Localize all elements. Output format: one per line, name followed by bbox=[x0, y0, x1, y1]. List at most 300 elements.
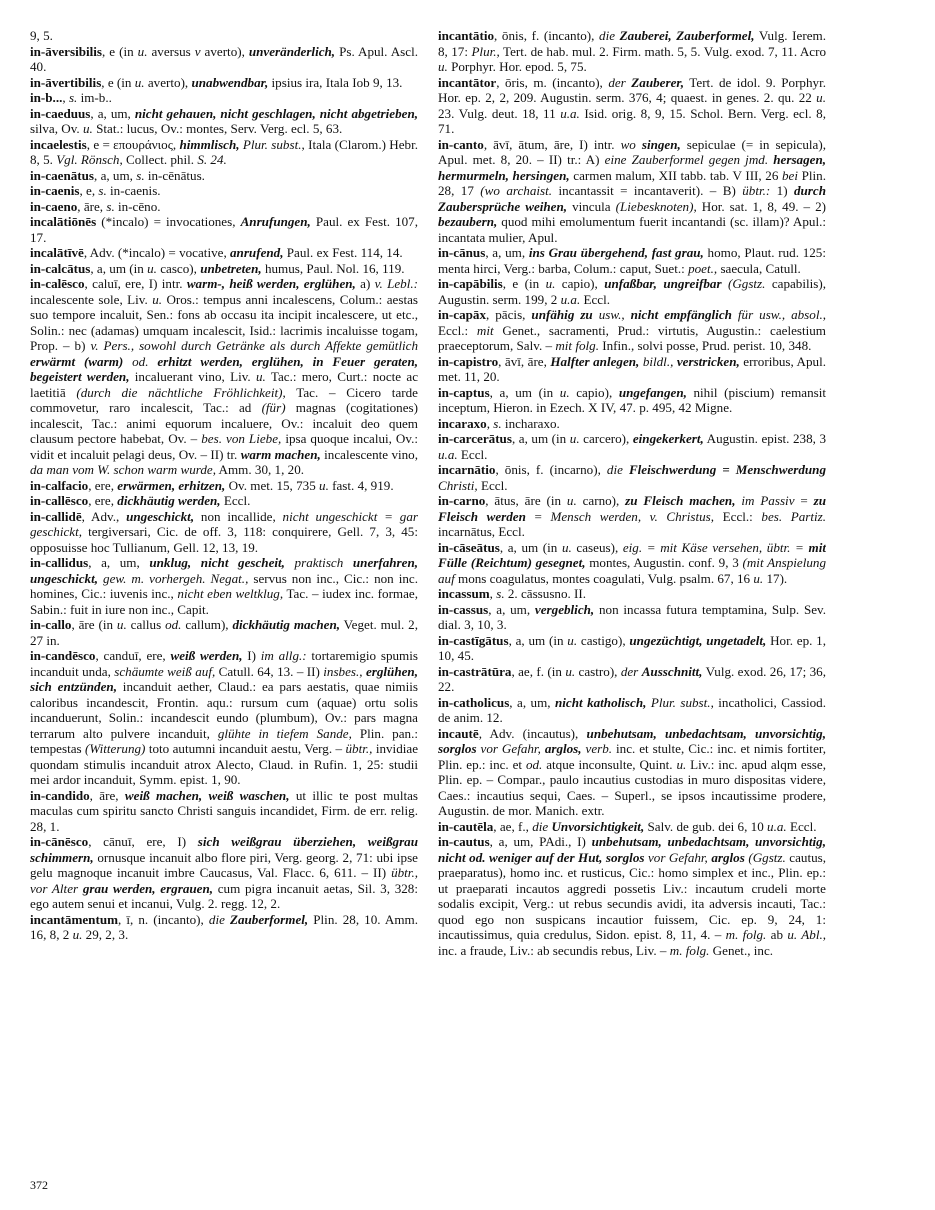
entry-headword: in-caeno bbox=[30, 198, 78, 214]
entry-translation: verstricken, bbox=[676, 353, 740, 369]
entry-note: nicht eben weltklug, bbox=[177, 586, 284, 601]
entry-headword: in-āversibilis bbox=[30, 43, 103, 59]
entry-headword: incaraxo bbox=[438, 415, 487, 431]
entry-text: Plin. 28, 17 bbox=[438, 167, 826, 198]
entry-note: Christi, bbox=[438, 477, 478, 493]
entry-headword: in-callidus bbox=[30, 555, 89, 570]
entry-translation: vergeblich, bbox=[534, 601, 595, 617]
entry-translation: Zauberei, Zauberformel, bbox=[619, 28, 755, 43]
entry-text: Genet., sacramenti, Prud.: virtutis, Augustin.: caelestium praeceptorum, Salv. – bbox=[438, 322, 826, 353]
entry-note: u. bbox=[565, 663, 576, 679]
entry-text: 23. Vulg. deut. 18, 11 bbox=[438, 105, 561, 121]
entry-text: , a, um, bbox=[90, 105, 135, 121]
entry-text: Paul. ex Fest. 114, 14. bbox=[283, 245, 403, 260]
entry-note: vor Gefahr, bbox=[647, 849, 708, 865]
entry-headword: in-capābilis bbox=[438, 276, 503, 291]
entry-headword: in-cānus bbox=[438, 245, 486, 260]
dictionary-entry bbox=[438, 493, 826, 540]
entry-headword: in-calēsco bbox=[30, 276, 85, 291]
entry-note: m. folg. bbox=[725, 927, 767, 942]
entry-note: u. bbox=[255, 369, 266, 384]
entry-note: (Ggstz. bbox=[727, 276, 766, 291]
entry-note: u. bbox=[82, 121, 93, 136]
entry-headword: incantātio bbox=[438, 28, 495, 43]
entry-text: carmen malum, XII tabb. tab. V III, 26 bbox=[569, 167, 782, 183]
entry-text: Ov. met. 15, 735 bbox=[225, 477, 320, 493]
entry-text: incantassit = incantaverit). – B) bbox=[552, 183, 743, 198]
entry-text: ipsa quoque incalui, Ov.: vidit et incaluit pelagi deus, Ov. – II) tr. bbox=[30, 431, 418, 462]
entry-note: v. Lebl.: bbox=[374, 276, 418, 291]
entry-text: , ae, f. (in bbox=[511, 663, 566, 679]
entry-note: (Witterung) bbox=[85, 741, 146, 756]
entry-text: Oros.: tempus anni incalescens, Colum.: aestas suo tempore incaluit, Sen.: fons ab occasu ita incipit incalescere, ut etc., Solin.: nec (adamas) umquam incalescit, Isid.: lacrimis incaluisse togam, Prop. – b) bbox=[30, 291, 418, 353]
entry-translation: zu Fleisch machen, bbox=[625, 493, 736, 508]
entry-text: erroribus, Apul. met. 11, 20. bbox=[438, 353, 826, 384]
entry-note: v. Pers., sowohl durch Getränke als durch Affekte gemütlich bbox=[90, 338, 418, 353]
entry-translation: grau werden, ergrauen, bbox=[82, 880, 214, 896]
entry-text: , Adv. (incautus), bbox=[478, 725, 587, 741]
entry-note: Plur. subst., bbox=[242, 136, 305, 152]
entry-note: Plur. subst., bbox=[650, 694, 714, 710]
entry-headword: in-catholicus bbox=[438, 694, 510, 710]
dictionary-entry bbox=[30, 245, 418, 261]
entry-headword: in-canto bbox=[438, 136, 484, 152]
right-column bbox=[438, 28, 826, 1178]
entry-text: Eccl. bbox=[220, 493, 251, 508]
entry-headword: in-cassus bbox=[438, 601, 489, 617]
entry-note: (durch die nächtliche Fröhlichkeit), bbox=[76, 384, 286, 400]
entry-text: , āvī, ātum, āre, I) intr. bbox=[483, 136, 621, 152]
entry-text: Hor. ep. 1, 10, 45. bbox=[438, 632, 826, 663]
entry-note: m. folg. bbox=[669, 942, 710, 958]
entry-text: , a, um, bbox=[485, 245, 529, 260]
entry-text: Plin. pan.: tempestas bbox=[30, 725, 418, 756]
entry-headword: incantātor bbox=[438, 74, 497, 90]
entry-text: , bbox=[489, 586, 497, 601]
entry-headword: in-āvertibilis bbox=[30, 74, 102, 90]
entry-headword: in-capāx bbox=[438, 307, 487, 322]
dictionary-entry bbox=[30, 617, 418, 648]
entry-translation: Zauberer, bbox=[631, 74, 685, 90]
entry-translation: unfähig zu bbox=[531, 307, 593, 322]
entry-text: tergiversari, Cic. de off. 3, 118: conquirere, Gell. 7, 3, 45: opposuisse hoc Tullianum, Gell. 12, 13, 19. bbox=[30, 524, 418, 555]
entry-text: , e, bbox=[79, 183, 99, 198]
entry-note: gew. m. vorhergeh. Negat., bbox=[103, 570, 249, 586]
entry-headword: incautē bbox=[438, 725, 479, 741]
entry-text: carno), bbox=[576, 493, 626, 508]
entry-note: bes. von Liebe, bbox=[201, 431, 282, 446]
entry-translation: nicht gehauen, nicht geschlagen, nicht abgetrieben, bbox=[134, 105, 418, 121]
entry-translation: unbehutsam, unbedachtsam, unvorsichtig, nicht od. weniger auf der Hut, sorglos bbox=[438, 834, 826, 865]
entry-text: toto autumni incanduit aestu, Verg. – bbox=[145, 741, 346, 756]
entry-text: casco), bbox=[156, 260, 201, 276]
entry-note: vor Gefahr, bbox=[480, 741, 541, 756]
dictionary-entry bbox=[438, 462, 826, 493]
entry-note: s. bbox=[106, 198, 115, 214]
entry-note: bei bbox=[782, 167, 798, 183]
entry-note: Vgl. Rönsch, bbox=[56, 152, 123, 167]
entry-note: u. bbox=[137, 43, 148, 59]
dictionary-entry bbox=[438, 819, 826, 835]
entry-headword: in-cautēla bbox=[438, 818, 494, 834]
dictionary-entry bbox=[30, 261, 418, 277]
entry-note: s. bbox=[493, 415, 502, 431]
entry-text: ornusque incanuit albo flore piri, Verg. georg. 2, 71: ubi ipse gelu magnoque incanuit imbre Caucasus, Val. Flacc. 6, 611. – II) bbox=[30, 849, 418, 880]
entry-text: non incassa futura temptamina, Sulp. Sev. dial. 3, 10, 3. bbox=[438, 601, 826, 632]
entry-text: Vulg. Ierem. 8, 17: bbox=[438, 28, 826, 59]
entry-note: s. bbox=[136, 167, 145, 183]
entry-text: aversus bbox=[147, 43, 195, 59]
dictionary-entry bbox=[30, 509, 418, 556]
entry-text: , ere, bbox=[88, 477, 118, 493]
entry-note: u.a. bbox=[560, 105, 580, 121]
entry-text: Tac.: mero, Curt.: nocte ac laetitiā bbox=[30, 369, 418, 400]
entry-text: , a, um (in bbox=[489, 384, 560, 400]
entry-note: die bbox=[599, 28, 616, 43]
entry-note: Plur., bbox=[471, 43, 500, 59]
entry-translation: mit Fülle (Reichtum) gesegnet, bbox=[438, 539, 826, 570]
entry-text: averto), bbox=[200, 43, 249, 59]
entry-text: , ātus, āre (in bbox=[485, 493, 567, 508]
entry-note: od. bbox=[165, 617, 182, 632]
entry-text: = bbox=[525, 508, 551, 524]
entry-headword: in-callidē bbox=[30, 508, 82, 524]
entry-note: u. bbox=[152, 291, 163, 307]
entry-note: übtr., bbox=[345, 741, 373, 756]
entry-text: Tac. – iudex inc. formae, Sabin.: fuit in iure non inc., Capit. bbox=[30, 586, 418, 617]
entry-note: u. bbox=[438, 59, 448, 74]
entry-text: ipsius ira, Itala Iob 9, 13. bbox=[268, 74, 403, 90]
entry-text: callum), bbox=[181, 617, 233, 632]
entry-translation: eingekerkert, bbox=[632, 431, 704, 446]
entry-text: incalescente sole, Liv. bbox=[30, 291, 153, 307]
entry-note: u. bbox=[545, 276, 556, 291]
entry-headword: in-castrātūra bbox=[438, 663, 512, 679]
entry-note: (Liebesknoten), bbox=[615, 198, 697, 214]
entry-text: Plin. 28, 10. Amm. 16, 8, 2 bbox=[30, 911, 418, 942]
entry-text: non incallide, bbox=[194, 508, 283, 524]
entry-text: ut illic te post multas maculas cum spiritu sancto Christi sanguis incandidet, Firm. de err. relig. 28, 1. bbox=[30, 787, 418, 834]
entry-note: der bbox=[608, 74, 626, 90]
entry-translation: weiß machen, weiß waschen, bbox=[124, 787, 290, 803]
dictionary-entry bbox=[30, 183, 418, 199]
entry-text: , e = επουράνιος, bbox=[86, 136, 180, 152]
entry-text: , bbox=[62, 90, 69, 105]
entry-text: incarnātus, Eccl. bbox=[438, 524, 525, 539]
entry-text: , pācis, bbox=[486, 307, 532, 322]
entry-text: Tert. de hab. mul. 2. Firm. math. 5, 5. Vulg. exod. 7, 11. Acro bbox=[499, 43, 826, 59]
entry-headword: in-cānēsco bbox=[30, 834, 89, 849]
entry-text: , e (in bbox=[101, 74, 135, 90]
dictionary-entry bbox=[438, 245, 826, 276]
entry-text: servus non inc., Cic.: non inc. homines, Cic.: iuvenis inc., bbox=[30, 570, 418, 601]
entry-text: Hor. sat. 1, 8, 49. – 2) bbox=[696, 198, 826, 214]
entry-translation: unfaßbar, ungreifbar bbox=[604, 276, 722, 291]
entry-translation: hersagen, hermurmeln, hersingen, bbox=[438, 152, 826, 183]
entry-text: = bbox=[794, 493, 814, 508]
entry-text: ab bbox=[766, 927, 788, 942]
entry-text bbox=[148, 354, 157, 369]
entry-headword: in-calfacio bbox=[30, 477, 89, 493]
entry-text: magnas (cogitationes) incalescit, Tac.: animi equorum incaluere, Ov.: incaluit deo quem clausum pectore habebat, Ov. – bbox=[30, 400, 418, 446]
entry-note: u. bbox=[559, 384, 570, 400]
entry-text: Eccl. bbox=[580, 291, 611, 307]
dictionary-entry bbox=[30, 90, 418, 106]
entry-text: Genet., inc. bbox=[709, 942, 774, 958]
entry-text: Tac. – Cicero tarde commovetur, raro incalescit, Tac.: ad bbox=[30, 384, 418, 415]
dictionary-entry bbox=[438, 75, 826, 137]
entry-translation: himmlisch, bbox=[179, 136, 240, 152]
entry-translation: ungefangen, bbox=[618, 384, 687, 400]
entry-note: u. bbox=[561, 539, 572, 555]
entry-text: Eccl. bbox=[457, 446, 488, 462]
entry-note: die bbox=[606, 462, 623, 477]
entry-translation: Unvorsichtigkeit, bbox=[551, 818, 645, 834]
entry-text: (*incalo) = invocationes, bbox=[96, 214, 241, 229]
entry-text: fast. 4, 919. bbox=[328, 477, 394, 493]
entry-text: , a, um (in bbox=[499, 539, 562, 555]
entry-headword: in-candido bbox=[30, 787, 90, 803]
entry-text: Augustin. epist. 238, 3 bbox=[703, 431, 826, 446]
entry-headword: in-cautus bbox=[438, 834, 490, 849]
left-column bbox=[30, 28, 418, 1178]
entry-note: wo bbox=[620, 136, 636, 152]
entry-text: , a, um, PAdi., I) bbox=[489, 834, 592, 849]
entry-text: , ī, n. (incanto), bbox=[118, 911, 209, 927]
entry-text: sepiculae (= in sepicula), Apul. met. 8, 20. – II) tr.: A) bbox=[438, 136, 826, 167]
entry-text: Catull. 64, 13. – II) bbox=[215, 663, 324, 679]
entry-note: u.a. bbox=[767, 818, 787, 834]
entry-translation: ungeschickt, bbox=[126, 508, 195, 524]
entry-note: u. bbox=[569, 431, 580, 446]
entry-note: nicht ungeschickt = gar geschickt, bbox=[30, 508, 418, 539]
dictionary-entry bbox=[30, 834, 418, 912]
entry-note: u. bbox=[134, 74, 145, 90]
entry-text: vincula bbox=[567, 198, 616, 214]
entry-text: capio), bbox=[569, 384, 619, 400]
entry-note: S. 24. bbox=[197, 152, 227, 167]
entry-text: Salv. de gub. dei 6, 10 bbox=[644, 818, 768, 834]
entry-note: u. bbox=[676, 756, 687, 772]
entry-text: Eccl. bbox=[477, 477, 508, 493]
entry-headword: in-castīgātus bbox=[438, 632, 509, 648]
entry-note: der bbox=[620, 663, 639, 679]
entry-note: insbes., bbox=[323, 663, 363, 679]
entry-note: u. bbox=[566, 493, 577, 508]
dictionary-entry bbox=[438, 28, 826, 75]
entry-note: u. bbox=[753, 570, 764, 586]
entry-note: u. bbox=[567, 632, 578, 648]
entry-text: , cānuī, ere, I) bbox=[88, 834, 198, 849]
entry-text: , canduī, ere, bbox=[95, 648, 171, 663]
entry-translation: erhitzt werden, erglühen, in Feuer geraten, begeistert werden, bbox=[30, 353, 418, 384]
entry-note: (wo archaist. bbox=[480, 183, 553, 198]
entry-note: s. bbox=[68, 90, 78, 105]
entry-translation: nicht empfänglich bbox=[630, 307, 732, 322]
entry-text: Tert. de idol. 9. Porphyr. Hor. ep. 2, 2, 209. Augustin. serm. 376, 4; quaest. in genes. 2. qu. 22 bbox=[438, 74, 826, 105]
entry-note: übtr.: bbox=[742, 183, 771, 198]
entry-note: mit folg. bbox=[555, 338, 599, 353]
entry-text: , ōnis, f. (incarno), bbox=[495, 462, 607, 477]
entry-text: Collect. phil. bbox=[122, 152, 198, 167]
entry-note: im Passiv bbox=[741, 493, 795, 508]
entry-text: Itala (Clarom.) Hebr. 8, 5. bbox=[30, 136, 418, 167]
entry-text: , ae, f., bbox=[493, 818, 533, 834]
entry-translation: arglos, bbox=[544, 741, 582, 756]
entry-headword: in-carno bbox=[438, 493, 486, 508]
entry-translation: unabwendbar, bbox=[191, 74, 269, 90]
entry-text: , āre, bbox=[89, 787, 125, 803]
entry-note: glühte in tiefem Sande, bbox=[217, 725, 352, 741]
dictionary-entry bbox=[438, 431, 826, 462]
entry-translation: ungezüchtigt, ungetadelt, bbox=[629, 632, 767, 648]
entry-text: , a, um, bbox=[488, 601, 535, 617]
dictionary-entry bbox=[438, 602, 826, 633]
entry-note: usw., bbox=[598, 307, 625, 322]
entry-translation: arglos bbox=[711, 849, 745, 865]
entry-translation: warm-, heiß werden, erglühen, bbox=[186, 276, 356, 291]
entry-note: v bbox=[194, 43, 201, 59]
entry-note: da man vom W. schon warm wurde, bbox=[30, 462, 216, 477]
entry-translation: zu Fleisch werden bbox=[438, 493, 826, 524]
entry-translation: unveränderlich, bbox=[248, 43, 336, 59]
entry-text: quod mihi emolumentum fuerit incantandi (sc. illam)? Apul.: incantata mulier, Apul. bbox=[438, 214, 826, 245]
entry-note: u. bbox=[116, 617, 127, 632]
dictionary-entry bbox=[438, 354, 826, 385]
entry-note: die bbox=[532, 818, 549, 834]
entry-text: , a, um (in bbox=[508, 632, 568, 648]
entry-text bbox=[285, 555, 295, 570]
entry-translation: weiß werden, bbox=[170, 648, 243, 663]
dictionary-entry bbox=[30, 648, 418, 788]
dictionary-entry bbox=[438, 540, 826, 587]
entry-text: 17). bbox=[763, 570, 788, 586]
dictionary-entry bbox=[438, 664, 826, 695]
entry-text: , ōnis, f. (incanto), bbox=[494, 28, 600, 43]
entry-headword: in-cāseātus bbox=[438, 539, 500, 555]
dictionary-entry bbox=[438, 633, 826, 664]
entry-text: Eccl.: bbox=[714, 508, 762, 524]
entry-translation: dickhäutig machen, bbox=[232, 617, 341, 632]
entry-text: incalescente vino, bbox=[320, 446, 418, 462]
entry-text: tortaremigio spumis incanduit unda, bbox=[30, 648, 418, 679]
entry-headword: in-caeduus bbox=[30, 105, 91, 121]
entry-text: inc. et stulte, Cic.: inc. et nimis fortiter, Plin. ep.: inc. et bbox=[438, 741, 826, 772]
entry-translation: unklug, nicht gescheit, bbox=[149, 555, 285, 570]
entry-text: inc. a fraude, Liv.: ab secundis rebus, Liv. – bbox=[438, 942, 670, 958]
dictionary-entry bbox=[30, 137, 418, 168]
dictionary-entry bbox=[438, 586, 826, 602]
entry-note: mit bbox=[476, 322, 494, 338]
entry-text: Liv.: inc. apud alqm esse, Plin. ep. – Compar., paulo incautius custodias in muro dispositas videre, Caes.: incautius sequi, Caes. – Superl., se ipsos incautissime prodere, Augustin. de mor. Manich. extr. bbox=[438, 756, 826, 818]
entry-text: 9, 5. bbox=[30, 28, 53, 43]
entry-text: Infin., solvi posse, Prud. perist. 10, 348. bbox=[598, 338, 812, 353]
entry-note: od. bbox=[132, 353, 149, 369]
entry-translation: durch Zaubersprüche weihen, bbox=[438, 183, 826, 214]
dictionary-entry bbox=[30, 214, 418, 245]
dictionary-entry bbox=[438, 695, 826, 726]
entry-text: Stat.: lucus, Ov.: montes, Serv. Verg. ecl. 5, 63. bbox=[92, 121, 343, 136]
entry-text: homo, Plaut. rud. 125: menta hirci, Verg.: barba, Colum.: caput, Suet.: bbox=[438, 245, 826, 276]
entry-text: averto), bbox=[144, 74, 192, 90]
entry-translation: unbetreten, bbox=[200, 260, 262, 276]
entry-text: Porphyr. Hor. epod. 5, 75. bbox=[447, 59, 587, 74]
entry-note: für usw., absol., bbox=[737, 307, 826, 322]
entry-note: Mensch werden, v. Christus, bbox=[550, 508, 715, 524]
entry-translation: unbehutsam, unbedachtsam, unvorsichtig, sorglos bbox=[438, 725, 826, 756]
entry-note: od. bbox=[525, 756, 543, 772]
entry-text: Ps. Apul. Ascl. 40. bbox=[30, 43, 418, 74]
dictionary-entry bbox=[438, 416, 826, 432]
entry-translation: erwärmt (warm) bbox=[30, 353, 124, 369]
entry-text: invidiae quondam stimulis incanduit atrox Alecto, Claud. in Rufin. 1, 25: studii mei ardor incanduit, Symm. epist. 1, 90. bbox=[30, 741, 418, 787]
entry-text: cum pigra incanuit aetas, Sil. 3, 328: ego autem senui et incanui, Vulg. 2. regg. 12, 2. bbox=[30, 880, 418, 911]
entry-text: capabilis), Augustin. serm. 199, 2 bbox=[438, 276, 826, 307]
entry-translation: Ausschnitt, bbox=[641, 663, 703, 679]
entry-text: incharaxo. bbox=[501, 415, 560, 431]
entry-translation: Zauberformel, bbox=[229, 911, 309, 927]
entry-note: u. bbox=[816, 90, 826, 105]
entry-translation: unerfahren, ungeschickt, bbox=[30, 555, 418, 586]
entry-text: , Adv. (*incalo) = vocative, bbox=[83, 245, 230, 260]
entry-headword: in-captus bbox=[438, 384, 490, 400]
dictionary-entry bbox=[30, 75, 418, 91]
entry-text: I) bbox=[242, 648, 261, 663]
entry-text: in-caenis. bbox=[106, 183, 161, 198]
entry-text: 29, 2, 3. bbox=[82, 927, 129, 942]
entry-text: , a, um, bbox=[88, 555, 150, 570]
entry-note: schäumte weiß auf, bbox=[114, 663, 216, 679]
entry-text: atque inconsulte, Quint. bbox=[542, 756, 677, 772]
entry-text: castro), bbox=[575, 663, 621, 679]
entry-text: , ere, bbox=[88, 493, 118, 508]
entry-note: eig. = mit Käse versehen, übtr. = bbox=[622, 539, 804, 555]
entry-text: Paul. ex Fest. 107, 17. bbox=[30, 214, 418, 245]
entry-note: im allg.: bbox=[260, 648, 307, 663]
entry-note: u.a. bbox=[560, 291, 581, 307]
entry-note: die bbox=[208, 911, 225, 927]
dictionary-entry bbox=[30, 555, 418, 617]
entry-headword: incarnātio bbox=[438, 462, 496, 477]
entry-headword: incalātiōnēs bbox=[30, 214, 97, 229]
entry-text: saecula, Catull. bbox=[717, 260, 801, 276]
entry-note: bes. Partiz. bbox=[761, 508, 826, 524]
page-number: 372 bbox=[30, 1178, 48, 1192]
entry-text: callus bbox=[126, 617, 166, 632]
entry-text: im-b.. bbox=[77, 90, 112, 105]
dictionary-entry bbox=[30, 788, 418, 835]
entry-note: s. bbox=[98, 183, 107, 198]
entry-text: incanduit aether, Claud.: ea pars aestatis, quae nimiis caloribus incandescit, Frontin. aqu.: rursum cum (aquae) ortu solis incanduerunt, Solin.: incandescit eundo (plumbum), Ov.: pars magna terrarum alto pulvere incanduit, bbox=[30, 679, 418, 741]
entry-translation: singen, bbox=[641, 136, 681, 152]
entry-headword: in-calcātus bbox=[30, 260, 91, 276]
entry-text: , a, um, bbox=[94, 167, 137, 183]
entry-text: , a, um, bbox=[509, 694, 555, 710]
entry-text: silva, Ov. bbox=[30, 121, 83, 136]
dictionary-entry bbox=[30, 276, 418, 478]
entry-translation: Anrufungen, bbox=[240, 214, 311, 229]
entry-translation: anrufend, bbox=[230, 245, 284, 260]
dictionary-entry bbox=[438, 137, 826, 246]
entry-text: in-cēnātus. bbox=[144, 167, 205, 183]
entry-note: (Ggstz. bbox=[748, 849, 786, 865]
entry-text: , e (in bbox=[102, 43, 138, 59]
entry-text: caseus), bbox=[571, 539, 623, 555]
entry-text: , a, um (in bbox=[90, 260, 148, 276]
dictionary-entry bbox=[30, 44, 418, 75]
entry-text: castigo), bbox=[577, 632, 630, 648]
entry-text: incaluerant vino, Liv. bbox=[129, 369, 256, 384]
